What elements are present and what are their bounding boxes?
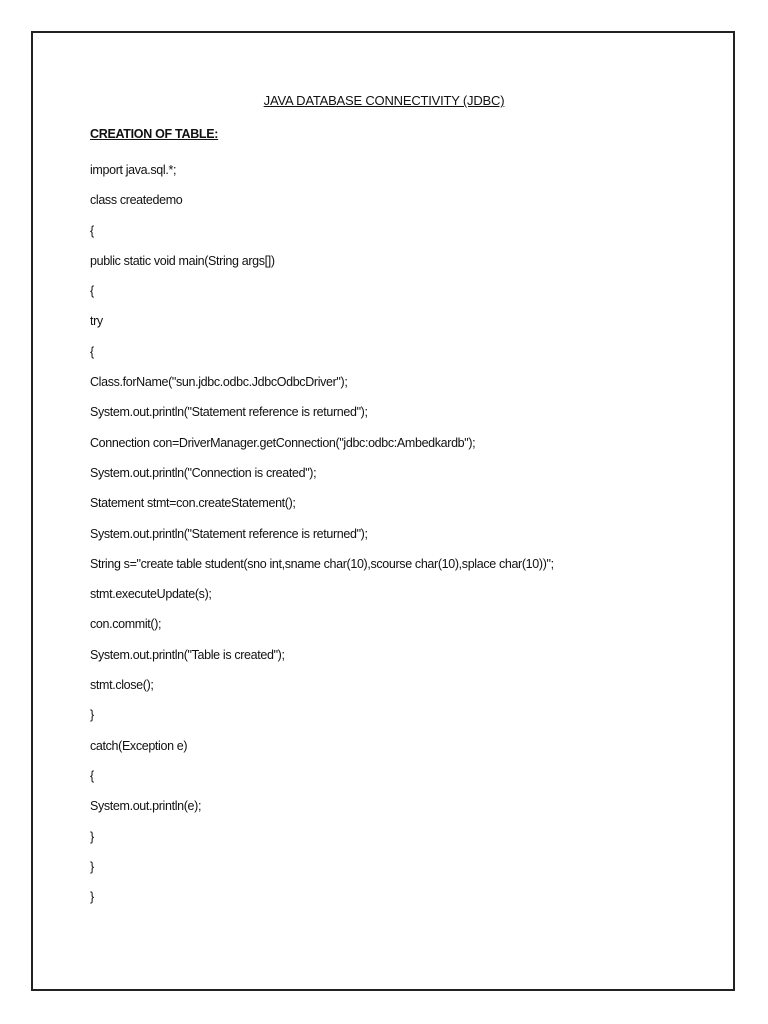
code-line: con.commit(); (90, 617, 162, 632)
code-line: } (90, 890, 94, 905)
code-line: catch(Exception e) (90, 738, 188, 753)
code-line: Connection con=DriverManager.getConnection("jdbc:odbc:Ambedkardb"); (90, 435, 476, 450)
code-line: System.out.println("Statement reference is returned"); (90, 405, 368, 420)
code-line: { (90, 768, 94, 783)
code-line: try (90, 314, 103, 329)
code-line: } (90, 859, 94, 874)
code-line: } (90, 829, 94, 844)
code-line: System.out.println("Table is created"); (90, 647, 285, 662)
code-listing (90, 160, 554, 917)
code-line: } (90, 708, 94, 723)
code-line: stmt.close(); (90, 678, 154, 693)
code-line: System.out.println("Statement reference is returned"); (90, 526, 368, 541)
code-line: Statement stmt=con.createStatement(); (90, 496, 296, 511)
code-line: import java.sql.*; (90, 163, 177, 177)
code-line: { (90, 223, 94, 238)
code-line: String s="create table student(sno int,sname char(10),scourse char(10),splace char(10))"; (90, 556, 554, 571)
code-line: System.out.println(e); (90, 799, 202, 814)
code-line: class createdemo (90, 193, 183, 208)
document-title: JAVA DATABASE CONNECTIVITY (JDBC) (263, 93, 505, 108)
code-line: System.out.println("Connection is created"); (90, 465, 317, 480)
code-line: stmt.executeUpdate(s); (90, 587, 212, 602)
code-line: public static void main(String args[]) (90, 253, 275, 268)
code-line: Class.forName("sun.jdbc.odbc.JdbcOdbcDriver"); (90, 375, 348, 390)
code-line: { (90, 284, 94, 299)
code-line: { (90, 344, 94, 359)
section-heading: CREATION OF TABLE: (90, 127, 219, 141)
